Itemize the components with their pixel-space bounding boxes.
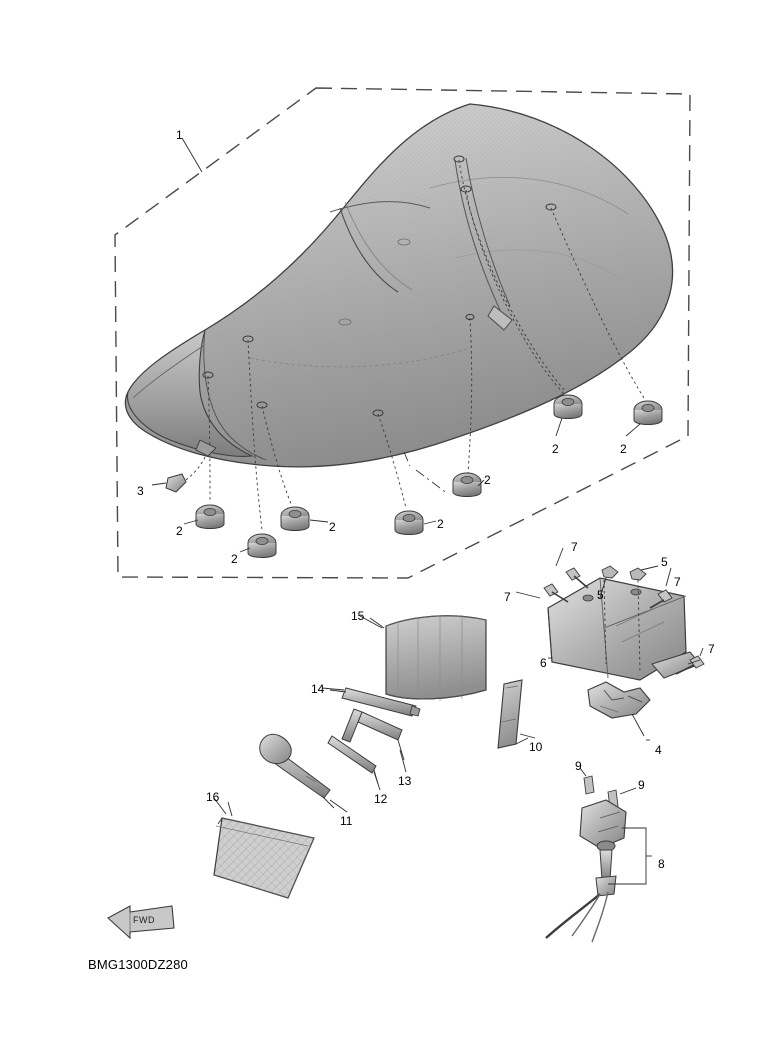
callout-12: 12 [374,792,388,806]
callout-11: 11 [340,814,353,828]
callout-2b: 2 [620,442,627,456]
callout-4: 4 [655,743,662,757]
manual-pouch-part [214,802,314,898]
callout-2c: 2 [484,473,491,487]
center-line [404,452,448,494]
callout-5a: 5 [597,588,604,602]
callout-14: 14 [311,682,325,696]
callout-7b: 7 [504,590,511,604]
callout-8: 8 [658,857,665,871]
callout-10: 10 [529,740,543,754]
seat-assembly [125,104,672,467]
callout-6: 6 [540,656,547,670]
callout-9b: 9 [638,778,645,792]
callout-1: 1 [176,128,183,142]
callout-16: 16 [206,790,220,804]
callout-9a: 9 [575,759,582,773]
callout-2d: 2 [437,517,444,531]
callout-7c: 7 [674,575,681,589]
seat-pad-part [370,615,486,701]
fwd-label: FWD [133,915,155,925]
callout-15: 15 [351,609,365,623]
callout-5b: 5 [661,555,668,569]
callout-2f: 2 [176,524,183,538]
callout-3: 3 [137,484,144,498]
seat-strap-part [498,680,528,748]
callout-7a: 7 [571,540,578,554]
cable-lock-assembly [546,768,652,942]
callout-7d: 7 [708,642,715,656]
callout-2e: 2 [329,520,336,534]
seat-lock-part [588,682,650,740]
callout-2g: 2 [231,552,238,566]
callout-2a: 2 [552,442,559,456]
part-code-label: BMG1300DZ280 [88,957,188,972]
callout-13: 13 [398,774,412,788]
tool-kit-parts [260,688,420,808]
